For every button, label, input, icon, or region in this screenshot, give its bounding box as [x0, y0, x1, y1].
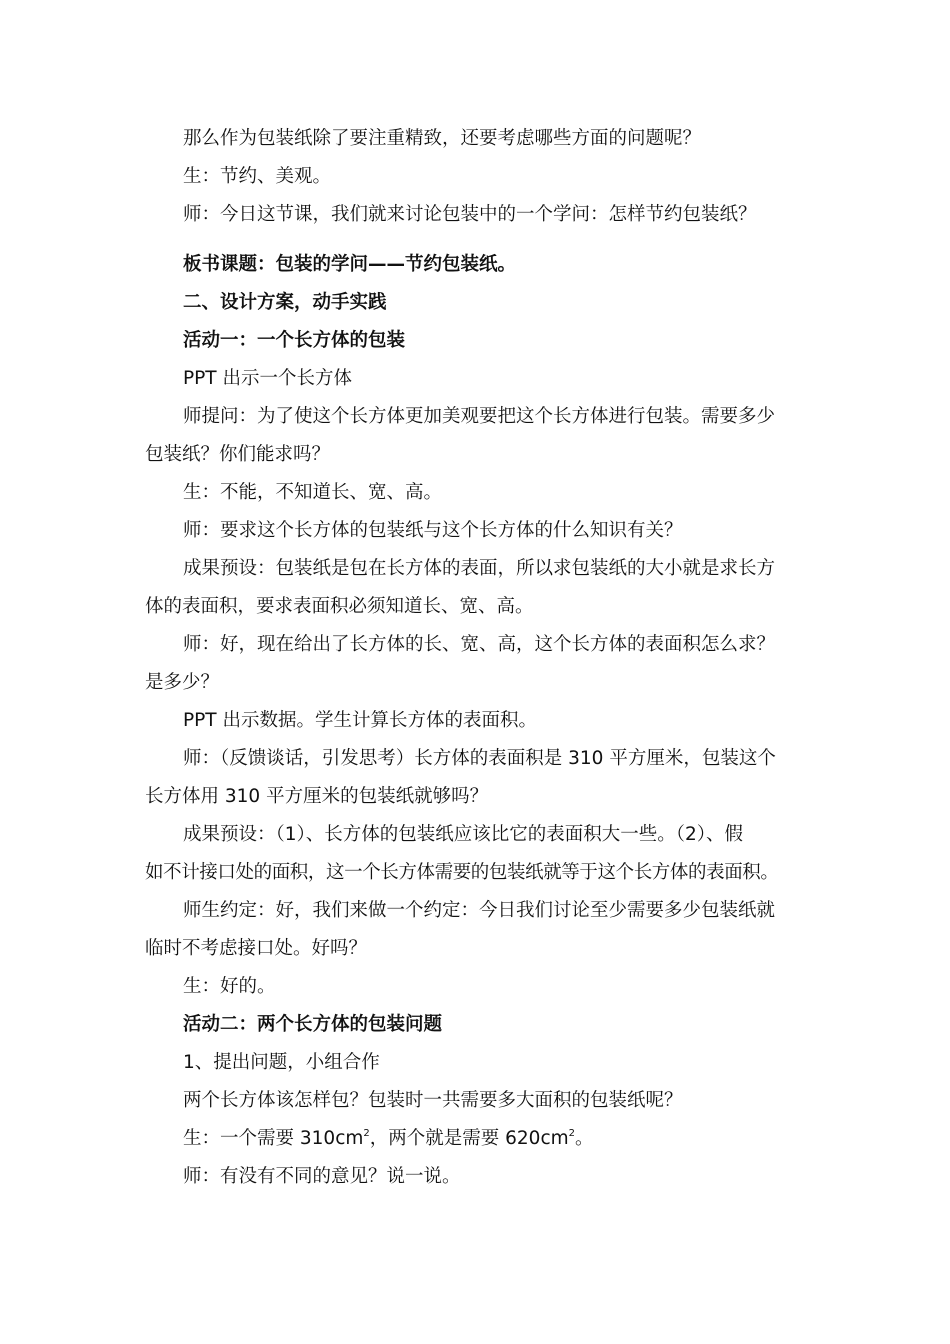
superscript: 2 [363, 1128, 370, 1139]
paragraph-line: 师：好，现在给出了长方体的长、宽、高，这个长方体的表面积怎么求？ [183, 634, 776, 655]
paragraph-line-with-superscript [0, 1126, 950, 1152]
paragraph-line: 临时不考虑接口处。好吗？ [145, 938, 368, 959]
paragraph-line: 1、提出问题，小组合作 [183, 1052, 380, 1073]
paragraph-line: 师：要求这个长方体的包装纸与这个长方体的什么知识有关？ [183, 520, 683, 541]
paragraph-line: 生：不能，不知道长、宽、高。 [183, 482, 443, 503]
superscript: 2 [568, 1128, 576, 1139]
paragraph-line: 生：节约、美观。 [183, 166, 332, 187]
paragraph-line: 包装纸？你们能求吗？ [145, 444, 331, 465]
paragraph-line: 是多少？ [145, 672, 220, 693]
paragraph-line: 两个长方体该怎样包？包装时一共需要多大面积的包装纸呢？ [183, 1090, 683, 1111]
paragraph-line: 长方体用 310 平方厘米的包装纸就够吗？ [145, 786, 489, 807]
line-prefix: 生：一个需要 310cm [183, 1128, 364, 1149]
paragraph-line: 师生约定：好，我们来做一个约定：今日我们讨论至少需要多少包装纸就 [183, 900, 776, 921]
activity-heading: 活动二：两个长方体的包装问题 [183, 1014, 443, 1035]
paragraph-line: PPT 出示数据。学生计算长方体的表面积。 [183, 710, 537, 731]
paragraph-line: 师：今日这节课，我们就来讨论包装中的一个学问：怎样节约包装纸？ [183, 204, 757, 225]
paragraph-line: 那么作为包装纸除了要注重精致，还要考虑哪些方面的问题呢？ [183, 128, 702, 149]
paragraph-line: 师提问：为了使这个长方体更加美观要把这个长方体进行包装。需要多少 [183, 406, 776, 427]
line-suffix: 。 [575, 1128, 594, 1149]
paragraph-line: 成果预设：包装纸是包在长方体的表面，所以求包装纸的大小就是求长方 [183, 558, 776, 579]
paragraph-line: 师：（反馈谈话，引发思考）长方体的表面积是 310 平方厘米，包装这个 [183, 748, 776, 769]
paragraph-line: 师：有没有不同的意见？说一说。 [183, 1166, 461, 1187]
section-heading: 二、设计方案，动手实践 [183, 292, 387, 313]
paragraph-line: 成果预设：（1）、长方体的包装纸应该比它的表面积大一些。（2）、假 [183, 824, 744, 845]
activity-heading: 活动一：一个长方体的包装 [183, 330, 406, 351]
paragraph-line: PPT 出示一个长方体 [183, 368, 352, 389]
line-middle: ，两个就是需要 620cm [369, 1128, 569, 1149]
paragraph-line: 生：好的。 [183, 976, 276, 997]
paragraph-line: 体的表面积，要求表面积必须知道长、宽、高。 [145, 596, 534, 617]
board-title-line: 板书课题：包装的学问——节约包装纸。 [183, 254, 517, 275]
paragraph-line: 如不计接口处的面积，这一个长方体需要的包装纸就等于这个长方体的表面积。 [145, 862, 779, 883]
